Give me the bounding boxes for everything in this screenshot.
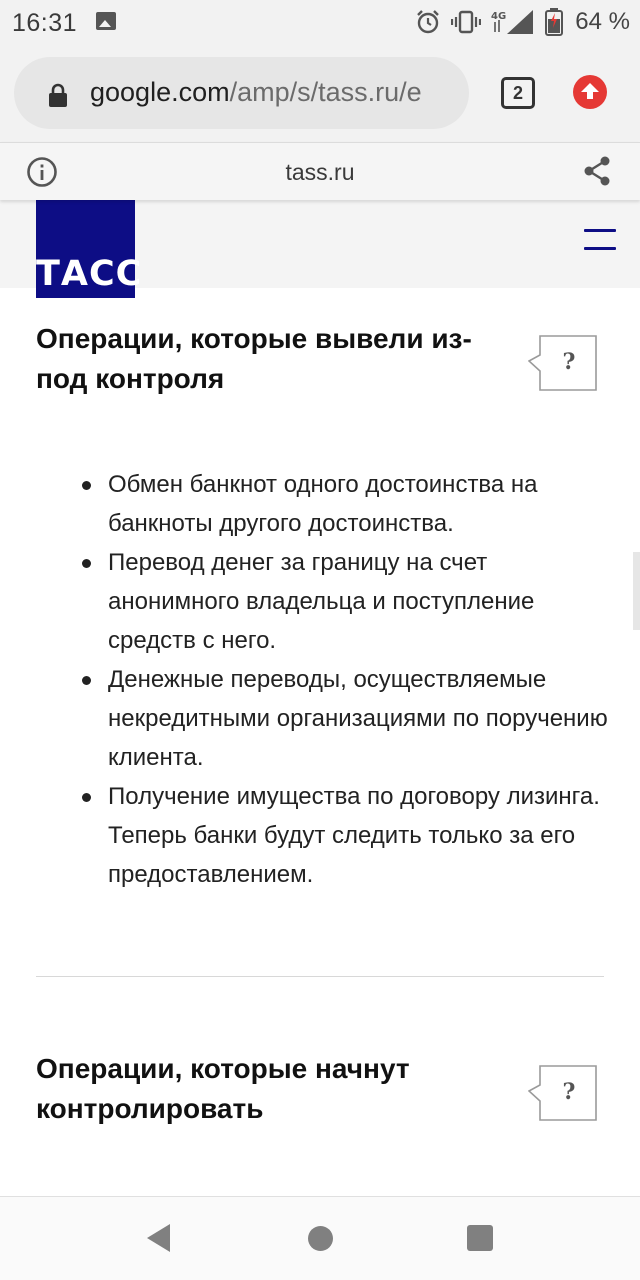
url-path: /amp/s/tass.ru/e bbox=[229, 77, 422, 107]
site-header bbox=[0, 200, 640, 294]
section-divider bbox=[36, 976, 604, 977]
amp-domain: tass.ru bbox=[285, 159, 355, 185]
signal-icon bbox=[491, 8, 535, 36]
url-domain: google.com bbox=[90, 77, 230, 107]
amp-header-bar bbox=[0, 142, 640, 200]
menu-icon[interactable] bbox=[584, 229, 616, 265]
list-item: Обмен банкнот одного достоинства на банкноты другого достоинства. bbox=[80, 465, 610, 543]
battery-icon bbox=[545, 8, 563, 36]
scrollbar[interactable] bbox=[633, 552, 640, 630]
battery-level: 64 % bbox=[575, 8, 630, 35]
question-badge-icon[interactable] bbox=[528, 1065, 597, 1121]
home-icon[interactable] bbox=[308, 1226, 333, 1251]
url-bar[interactable] bbox=[14, 57, 469, 129]
status-bar bbox=[0, 0, 640, 44]
badge-symbol: ? bbox=[562, 349, 576, 375]
network-type-label: 4G bbox=[491, 11, 507, 22]
badge-symbol: ? bbox=[562, 1079, 576, 1105]
section-title-1: Операции, которые вывели из-под контроля bbox=[36, 323, 472, 394]
section-title-2: Операции, которые начнут контролировать bbox=[36, 1053, 410, 1124]
logo-text: ТАСС bbox=[36, 254, 143, 294]
system-nav-bar bbox=[0, 1196, 640, 1280]
browser-toolbar bbox=[0, 44, 640, 142]
operations-list bbox=[80, 465, 610, 894]
status-time: 16:31 bbox=[12, 9, 78, 37]
list-item: Денежные переводы, осуществляемые некредитными организациями по поручению клиента. bbox=[80, 660, 610, 777]
alarm-icon bbox=[415, 9, 441, 35]
tass-logo[interactable] bbox=[36, 200, 143, 298]
question-badge-icon[interactable] bbox=[528, 335, 597, 391]
share-icon[interactable] bbox=[583, 156, 611, 186]
list-item: Перевод денег за границу на счет анонимного владельца и поступление средств с него. bbox=[80, 543, 610, 660]
url-text[interactable] bbox=[90, 77, 460, 111]
update-icon[interactable] bbox=[573, 75, 607, 109]
tabs-icon[interactable] bbox=[501, 77, 535, 109]
tab-count: 2 bbox=[512, 83, 523, 103]
status-icons bbox=[415, 6, 630, 38]
vibrate-icon bbox=[451, 9, 481, 35]
lock-icon bbox=[48, 83, 68, 107]
back-icon[interactable] bbox=[146, 1223, 172, 1253]
recents-icon[interactable] bbox=[467, 1225, 493, 1251]
list-item: Получение имущества по договору лизинга. Теперь банки будут следить только за его предоставлением. bbox=[80, 777, 610, 894]
image-icon bbox=[96, 12, 116, 30]
